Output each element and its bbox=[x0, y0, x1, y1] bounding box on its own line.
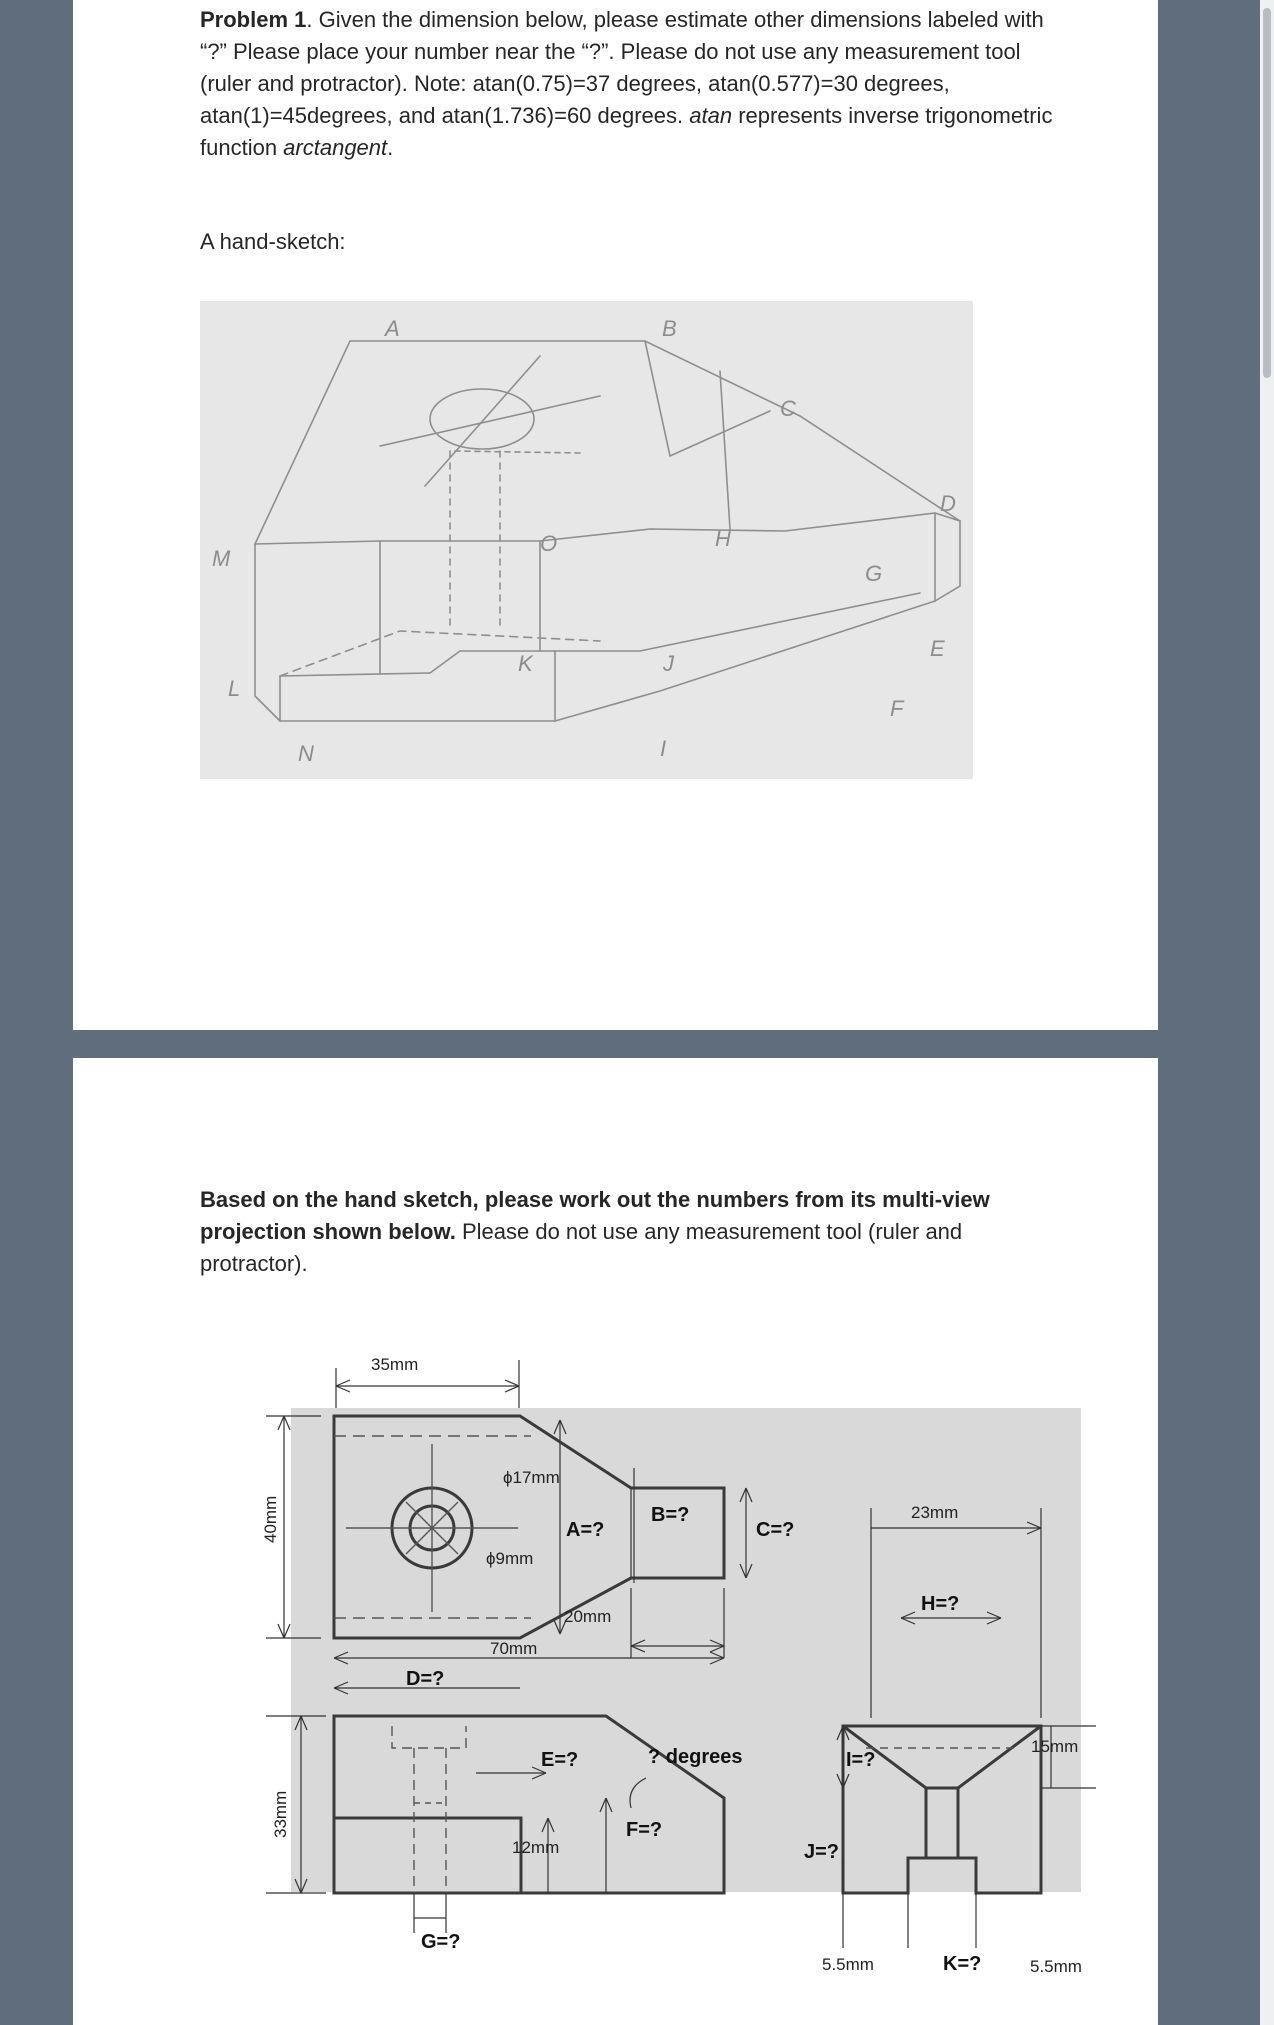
sketch-letter-i: I bbox=[660, 736, 667, 761]
instructions-normal: Please do not use any measurement tool (ruler and protractor). bbox=[200, 1219, 963, 1276]
problem-title: Problem 1 bbox=[200, 7, 307, 32]
sketch-letter-h: H bbox=[715, 526, 731, 551]
instructions-paragraph bbox=[200, 1184, 1060, 1280]
sketch-letter-l: L bbox=[228, 676, 241, 701]
multiview-drawing bbox=[146, 1348, 1096, 2018]
dim-12mm: 12mm bbox=[512, 1838, 560, 1857]
label-e: E=? bbox=[541, 1749, 579, 1771]
dim-phi9: ϕ9mm bbox=[486, 1549, 534, 1568]
dim-5-5mm-right: 5.5mm bbox=[1030, 1957, 1082, 1976]
label-b: B=? bbox=[651, 1504, 690, 1526]
dim-15mm: 15mm bbox=[1031, 1737, 1079, 1756]
label-j: J=? bbox=[804, 1841, 840, 1863]
dim-70mm: 70mm bbox=[490, 1639, 538, 1658]
dim-20mm: 20mm bbox=[564, 1607, 612, 1626]
label-f: F=? bbox=[626, 1819, 663, 1841]
sketch-letter-n: N bbox=[298, 741, 314, 766]
scrollbar-thumb[interactable] bbox=[1263, 8, 1271, 378]
dim-33mm: 33mm bbox=[271, 1790, 290, 1838]
problem-intro-3: . bbox=[387, 135, 394, 160]
dim-35mm: 35mm bbox=[371, 1355, 419, 1374]
dim-phi17: ϕ17mm bbox=[503, 1468, 560, 1487]
document-page-2 bbox=[73, 1058, 1158, 2025]
label-a: A=? bbox=[566, 1519, 605, 1541]
sketch-letter-d: D bbox=[940, 491, 956, 516]
label-d: D=? bbox=[406, 1668, 445, 1690]
label-c: C=? bbox=[756, 1519, 795, 1541]
label-k: K=? bbox=[943, 1953, 982, 1975]
dim-40mm: 40mm bbox=[261, 1495, 280, 1543]
sketch-letter-k: K bbox=[518, 651, 533, 676]
arctangent-word: arctangent bbox=[283, 135, 388, 160]
label-degrees: ? degrees bbox=[648, 1746, 743, 1768]
sketch-letter-o: O bbox=[540, 531, 558, 556]
dim-5-5mm-left: 5.5mm bbox=[822, 1955, 874, 1974]
label-i: I=? bbox=[846, 1749, 876, 1771]
sketch-letter-f: F bbox=[890, 696, 904, 721]
instructions-bold: Based on the hand sketch, please work out the numbers from its multi-view projection shown below. bbox=[200, 1187, 990, 1244]
sketch-letter-g: G bbox=[865, 561, 883, 586]
sketch-letter-j: J bbox=[663, 651, 674, 676]
sketch-letter-a: A bbox=[385, 316, 400, 341]
problem-intro-2: represents inverse trigonometric function bbox=[200, 103, 1053, 160]
label-g: G=? bbox=[421, 1931, 461, 1953]
problem-intro: . Given the dimension below, please estimate other dimensions labeled with “?” Please place your number near the “?”. Please do not use any measurement tool (ruler and protractor). Note: atan(0.75)=37 degrees, atan(0.577)=30 degrees, atan(1)=45degrees, and atan(1.736)=60 degrees. bbox=[200, 7, 1044, 128]
problem-statement bbox=[200, 4, 1060, 164]
sketch-letter-m: M bbox=[212, 546, 231, 571]
sketch-letter-e: E bbox=[930, 636, 945, 661]
hand-sketch-photo bbox=[200, 301, 973, 779]
sketch-letter-c: C bbox=[780, 396, 796, 421]
sketch-letter-b: B bbox=[662, 316, 677, 341]
document-page-1 bbox=[73, 0, 1158, 1030]
atan-word: atan bbox=[689, 103, 733, 128]
dim-23mm: 23mm bbox=[911, 1503, 959, 1522]
vertical-scrollbar[interactable] bbox=[1260, 0, 1274, 2025]
label-h: H=? bbox=[921, 1593, 960, 1615]
sketch-caption: A hand-sketch: bbox=[200, 229, 346, 254]
